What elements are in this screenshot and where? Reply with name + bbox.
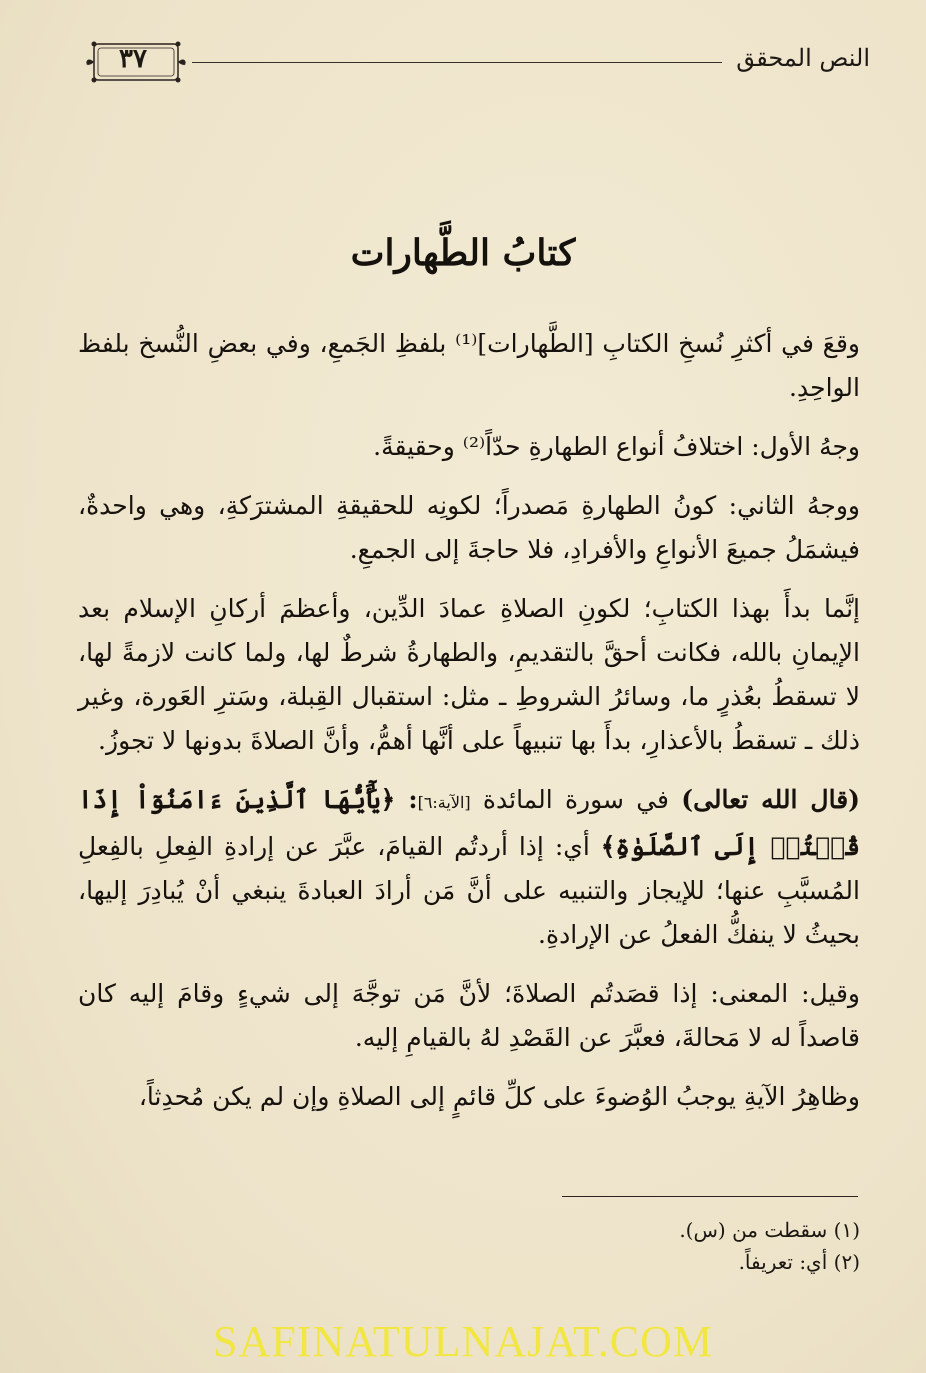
page-header xyxy=(80,38,870,88)
footnotes xyxy=(78,1214,860,1278)
verse-lead: (قال الله تعالى) xyxy=(681,785,860,814)
paragraph-4: إنَّما بدأَ بهذا الكتابِ؛ لكونِ الصلاةِ عمادَ الدِّين، وأعظمَ أركانِ الإسلام بعد الإيمانِ بالله، فكانت أحقَّ بالتقديمِ، والطهارةُ شرطٌ لها، ولما كانت لازمةً لها، لا تسقطُ بعُذرٍ ما، وسائرُ الشروطِ ـ مثل: استقبال القِبلة، وسَترِ العَورة، وغير ذلك ـ تسقطُ بالأعذارِ، بدأَ بها تنبيهاً على أنَّها أهمُّ، وأنَّ الصلاةَ بدونها لا تجوزُ. xyxy=(78,594,860,755)
running-title: النص المحقق xyxy=(736,44,870,72)
verse-lead-rest: في سورة المائدة xyxy=(470,785,682,814)
verse-explanation: أي: إذا أردتُم القيامَ، عبَّرَ عن إرادةِ الفِعلِ بالفِعلِ المُسبَّبِ عنها؛ للإيجاز والتنبيه على أنَّ مَن أرادَ العبادةَ ينبغي أنْ يُبادِرَ إليها، بحيثُ لا ينفكُّ الفعلُ عن الإرادةِ. xyxy=(78,832,860,949)
footnote-1: (١) سقطت من (س). xyxy=(679,1218,860,1242)
page-number: ٣٧ xyxy=(119,44,147,74)
paragraph-2: وجهُ الأول: اختلافُ أنواع الطهارةِ حدّاً⁽²⁾ وحقيقةً. xyxy=(373,432,860,461)
footnote-rule xyxy=(562,1196,858,1197)
verse-reference: [الآية:٦] xyxy=(417,793,471,812)
watermark: SAFINATULNAJAT.COM xyxy=(212,1317,713,1366)
paragraph-3: ووجهُ الثاني: كونُ الطهارةِ مَصدراً؛ لكونِه للحقيقةِ المشترَكةِ، وهي واحدةٌ، فيشمَلُ جميعَ الأنواعِ والأفرادِ، فلا حاجةَ إلى الجمعِ. xyxy=(78,491,860,564)
quran-verse: : ﴿يَٰٓأَيُّهَا ٱلَّذِينَ ءَامَنُوٓاْ إِذَا قُمۡتُمۡ إِلَى ٱلصَّلَوٰةِ﴾ xyxy=(78,785,860,861)
header-rule xyxy=(192,62,722,63)
paragraph-7: وظاهِرُ الآيةِ يوجبُ الوُضوءَ على كلِّ قائمٍ إلى الصلاةِ وإن لم يكن مُحدِثاً، xyxy=(138,1082,860,1111)
footnote-2: (٢) أي: تعريفاً. xyxy=(738,1250,860,1274)
paragraph-6: وقيل: المعنى: إذا قصَدتُم الصلاةَ؛ لأنَّ مَن توجَّهَ إلى شيءٍ وقامَ إليه كان قاصداً له لا مَحالةَ، فعبَّرَ عن القَصْدِ لهُ بالقيامِ إليه. xyxy=(78,979,860,1052)
paragraph-1: وقعَ في أكثرِ نُسخِ الكتابِ [الطَّهارات]⁽¹⁾ بلفظِ الجَمعِ، وفي بعضِ النُّسخ بلفظ الواحِدِ. xyxy=(78,329,860,402)
chapter-title: كتابُ الطَّهارات xyxy=(350,232,576,274)
verse-paragraph xyxy=(78,778,860,957)
main-text xyxy=(78,322,860,1134)
